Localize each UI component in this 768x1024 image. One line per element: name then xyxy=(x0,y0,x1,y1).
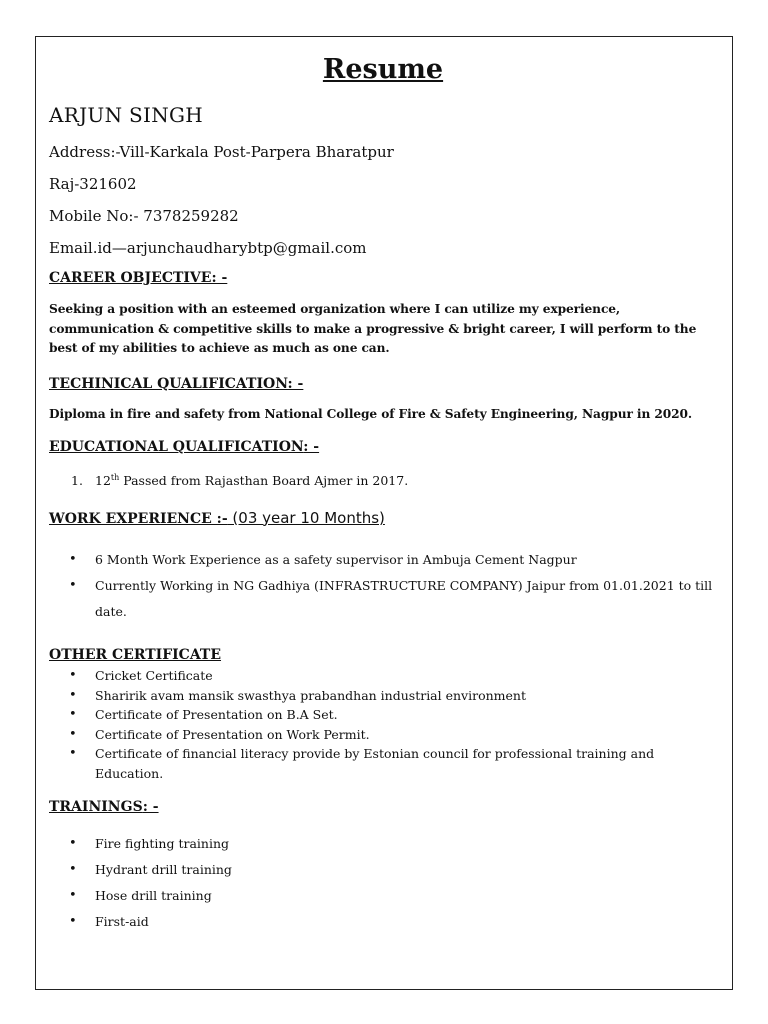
trainings-list xyxy=(49,831,717,935)
work-experience-heading-text: WORK EXPERIENCE :- xyxy=(49,511,228,527)
address-line: Address:-Vill-Karkala Post-Parpera Bharatpur xyxy=(49,143,394,161)
mobile-line: Mobile No:- 7378259282 xyxy=(49,207,239,225)
educational-qualification-heading xyxy=(49,437,717,457)
educational-qualification-list xyxy=(49,471,717,491)
state-pin-line: Raj-321602 xyxy=(49,175,137,193)
list-number: 1. xyxy=(71,473,83,488)
candidate-name: ARJUN SINGH xyxy=(49,103,204,127)
list-item: • Cricket Certificate xyxy=(49,666,717,686)
work-experience-heading xyxy=(49,508,717,529)
resume-title: Resume xyxy=(322,54,444,85)
education-text: Passed from Rajasthan Board Ajmer in 2017. xyxy=(119,473,409,488)
work-experience-duration: (03 year 10 Months) xyxy=(227,509,385,527)
list-item: • Hydrant drill training xyxy=(49,857,717,883)
list-item: • Currently Working in NG Gadhiya (INFRASTRUCTURE COMPANY) Jaipur from 01.01.2021 to till date. xyxy=(49,573,717,625)
list-item: • Hose drill training xyxy=(49,883,717,909)
trainings-heading-tail: : - xyxy=(142,799,159,815)
resume-document xyxy=(49,52,717,935)
career-objective-text: Seeking a position with an esteemed organization where I can utilize my experience, communication & competitive skills to make a progressive & bright career, I will perform to the best of my abilities to achieve as much as one can. xyxy=(49,302,697,355)
list-item: • Certificate of Presentation on Work Permit. xyxy=(49,725,717,745)
trainings-heading xyxy=(49,797,717,817)
list-item xyxy=(49,471,717,491)
career-objective-heading: CAREER OBJECTIVE: - xyxy=(49,270,228,286)
education-grade-suffix: th xyxy=(110,472,120,482)
list-item: • Certificate of Presentation on B.A Set. xyxy=(49,705,717,725)
work-experience-list xyxy=(49,547,717,625)
educational-qualification-heading-tail: : - xyxy=(303,439,320,455)
other-certificate-heading: OTHER CERTIFICATE xyxy=(49,647,222,663)
list-item: • Certificate of financial literacy provide by Estonian council for professional training and Education. xyxy=(49,744,717,783)
education-grade: 12 xyxy=(95,473,111,488)
list-item: • 6 Month Work Experience as a safety supervisor in Ambuja Cement Nagpur xyxy=(49,547,717,573)
list-item: • Fire fighting training xyxy=(49,831,717,857)
technical-qualification-heading: TECHINICAL QUALIFICATION: - xyxy=(49,375,304,392)
other-certificate-list xyxy=(49,666,717,783)
email-line: Email.id—arjunchaudharybtp@gmail.com xyxy=(49,239,367,257)
educational-qualification-heading-text: EDUCATIONAL QUALIFICATION xyxy=(49,439,304,455)
list-item: • Sharirik avam mansik swasthya prabandhan industrial environment xyxy=(49,686,717,706)
list-item: • First-aid xyxy=(49,909,717,935)
trainings-heading-text: TRAININGS xyxy=(49,799,143,815)
technical-qualification-text: Diploma in fire and safety from National College of Fire & Safety Engineering, Nagpur in 2020. xyxy=(49,406,693,421)
